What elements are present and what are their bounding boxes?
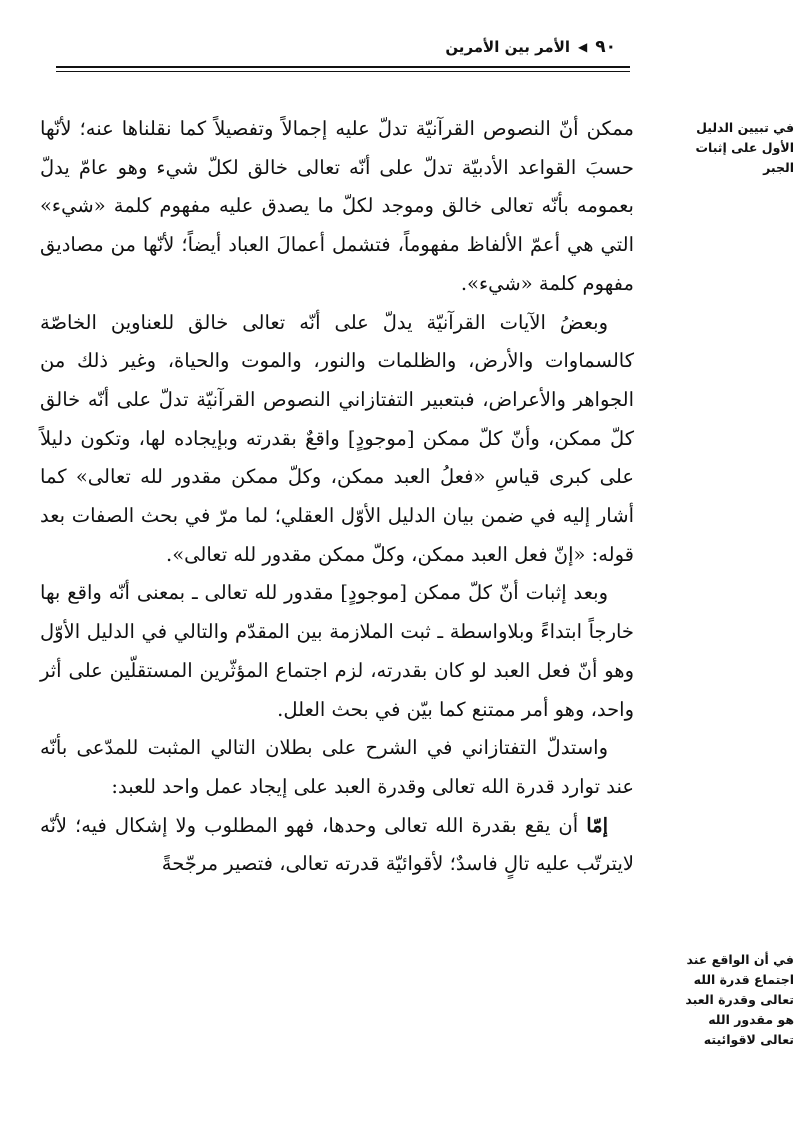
paragraph-lead-word: إمّا — [586, 813, 608, 837]
paragraph: واستدلّ التفتازاني في الشرح على بطلان التالي المثبت للمدّعى بأنّه عند توارد قدرة الله تعالى وقدرة العبد على إيجاد عمل واحد للعبد: — [40, 736, 634, 798]
paragraph-rest: أن يقع بقدرة الله تعالى وحدها، فهو المطلوب ولا إشكال فيه؛ لأنّه لايترتّب عليه تالٍ فاسدٌ؛ لأقوائيّة قدرته تعالى، فتصير مرجّحةً — [40, 813, 634, 876]
paragraph: ممكن أنّ النصوص القرآنيّة تدلّ عليه إجمالاً وتفصيلاً كما نقلناها عنه؛ لأنّها حسبَ القواعد الأدبيّة تدلّ على أنّه تعالى خالق لكلّ شيء وهو عامّ يدلّ بعمومه بأنّه تعالى خالق وموجد لكلّ ما يصدق عليه مفهوم كلمة «شيء» التي هي أعمّ الألفاظ مفهوماً، فتشمل أعمالَ العباد أيضاً؛ لأنّها من مصاديق مفهوم كلمة «شيء». — [40, 117, 634, 295]
header-rule — [56, 66, 630, 68]
body-text — [40, 110, 634, 884]
book-title: الأمر بين الأمرين — [445, 38, 570, 56]
paragraph: وبعد إثبات أنّ كلّ ممكن [موجودٍ] مقدور لله تعالى ـ بمعنى أنّه واقع بها خارجاً ابتداءً وبلاواسطة ـ ثبت الملازمة بين المقدّم والتالي في الدليل الأوّل وهو أنّ فعل العبد لو كان بقدرته، لزم اجتماع المؤثّرين المستقلّين على أثر واحد، وهو أمر ممتنع كما بيّن في بحث العلل. — [40, 581, 634, 721]
margin-note: في تبيين الدليل الأول على إثبات الجبر — [695, 120, 794, 175]
page-number: ٩٠ — [595, 37, 616, 57]
paragraph: وبعضُ الآيات القرآنيّة يدلّ على أنّه تعالى خالق للعناوين الخاصّة كالسماوات والأرض، والظلمات والنور، والموت والحياة، وغير ذلك من الجواهر والأعراض، فبتعبير التفتازاني النصوص القرآنيّة تدلّ على أنّه خالق كلّ ممكن، وأنّ كلّ ممكن [موجودٍ] واقعٌ بقدرته وبإيجاده لها، وتكون دليلاً على كبرى قياسِ «فعلُ العبد ممكن، وكلّ ممكن مقدور لله تعالى» كما أشار إليه في ضمن بيان الدليل الأوّل العقلي؛ لما مرّ في بحث الصفات بعد قوله: «إنّ فعل العبد ممكن، وكلّ ممكن مقدور لله تعالى». — [40, 310, 634, 566]
margin-note: في أن الواقع عند اجتماع قدرة الله تعالى وقدرة العبد هو مقدور الله تعالى لاقوائيته — [685, 952, 794, 1047]
paragraph — [40, 807, 634, 884]
arrow-left-icon: ◀ — [578, 40, 588, 54]
header-rule-thin — [56, 71, 630, 72]
running-header — [56, 34, 616, 60]
